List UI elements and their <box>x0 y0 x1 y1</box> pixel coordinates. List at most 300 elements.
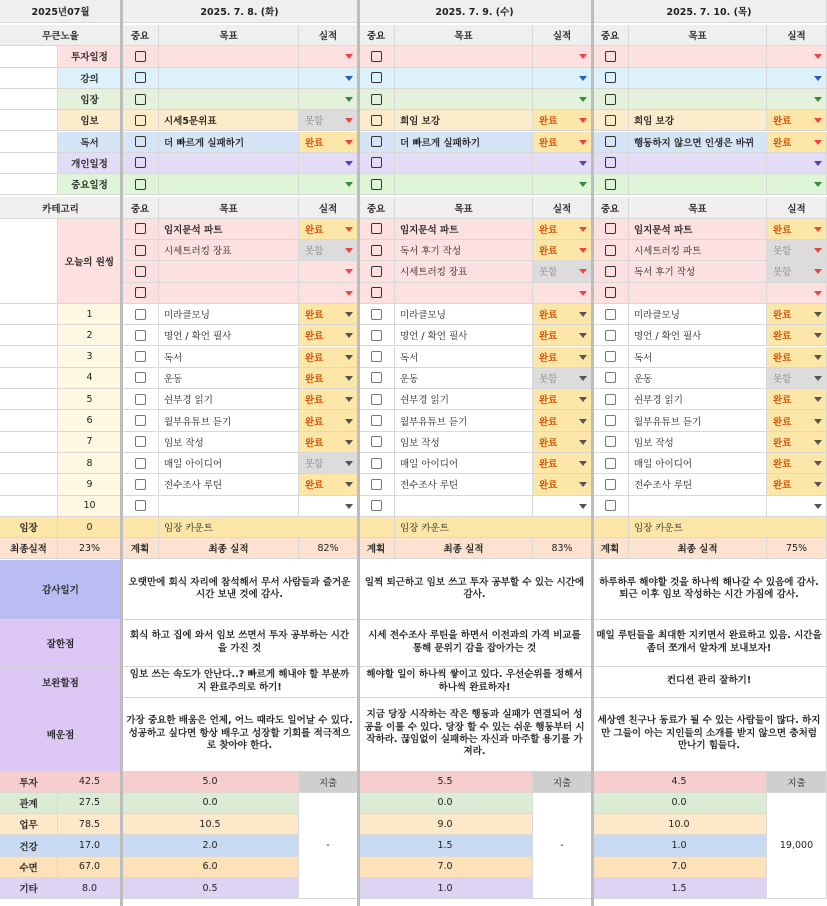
goal-text[interactable]: 월부유튜브 듣기 <box>629 410 767 431</box>
result-dropdown[interactable] <box>767 68 827 89</box>
checkbox-cell[interactable] <box>358 132 395 153</box>
chevron-down-icon[interactable] <box>814 291 822 296</box>
checkbox-cell[interactable] <box>592 240 629 261</box>
chevron-down-icon[interactable] <box>345 182 353 187</box>
journal-entry[interactable]: 시세 전수조사 루틴을 하면서 이전과의 가격 비교를 통해 문위기 감을 잡아가는 것 <box>358 620 592 667</box>
chevron-down-icon[interactable] <box>814 227 822 232</box>
checkbox-cell[interactable] <box>592 174 629 195</box>
checkbox-cell[interactable] <box>122 46 159 67</box>
checkbox-cell[interactable] <box>358 153 395 174</box>
checkbox-cell[interactable] <box>358 68 395 89</box>
checkbox[interactable] <box>605 372 616 383</box>
result-dropdown[interactable] <box>533 46 592 67</box>
goal-text[interactable]: 전수조사 루틴 <box>159 474 299 495</box>
checkbox-cell[interactable] <box>592 368 629 389</box>
checkbox-cell[interactable] <box>122 68 159 89</box>
checkbox-cell[interactable] <box>122 219 159 240</box>
checkbox[interactable] <box>371 179 382 190</box>
chevron-down-icon[interactable] <box>579 140 587 145</box>
result-dropdown[interactable] <box>299 325 358 346</box>
result-dropdown[interactable] <box>767 325 827 346</box>
goal-text[interactable]: 운동 <box>395 368 533 389</box>
journal-entry[interactable]: 매일 루틴들을 최대한 지키면서 완료하고 있음. 시간을 좀더 쪼개서 알차게 보내보자! <box>592 620 827 667</box>
checkbox-cell[interactable] <box>358 410 395 431</box>
checkbox[interactable] <box>605 94 616 105</box>
goal-text[interactable]: 임지문석 파트 <box>629 219 767 240</box>
chevron-down-icon[interactable] <box>345 54 353 59</box>
result-dropdown[interactable] <box>299 261 358 282</box>
chevron-down-icon[interactable] <box>579 419 587 424</box>
result-dropdown[interactable] <box>299 153 358 174</box>
checkbox-cell[interactable] <box>122 410 159 431</box>
checkbox[interactable] <box>135 94 146 105</box>
checkbox[interactable] <box>605 51 616 62</box>
journal-entry[interactable]: 일찍 퇴근하고 임보 쓰고 투자 공부할 수 있는 시간에 감사. <box>358 560 592 620</box>
goal-text[interactable]: 쉰부경 읽기 <box>159 389 299 410</box>
chevron-down-icon[interactable] <box>345 333 353 338</box>
chevron-down-icon[interactable] <box>345 291 353 296</box>
result-dropdown[interactable] <box>299 46 358 67</box>
checkbox[interactable] <box>605 309 616 320</box>
journal-entry[interactable]: 해야할 일이 하나씩 쌓이고 있다. 우선순위를 정해서 하나씩 완료하자! <box>358 667 592 698</box>
result-dropdown[interactable] <box>299 89 358 110</box>
checkbox-cell[interactable] <box>358 219 395 240</box>
chevron-down-icon[interactable] <box>579 161 587 166</box>
checkbox[interactable] <box>371 309 382 320</box>
checkbox[interactable] <box>135 458 146 469</box>
checkbox-cell[interactable] <box>122 304 159 325</box>
goal-text[interactable]: 시세트러킹 장표 <box>395 261 533 282</box>
chevron-down-icon[interactable] <box>345 227 353 232</box>
checkbox-cell[interactable] <box>122 368 159 389</box>
result-dropdown[interactable] <box>533 304 592 325</box>
chevron-down-icon[interactable] <box>814 312 822 317</box>
checkbox-cell[interactable] <box>122 347 159 368</box>
journal-entry[interactable]: 세상엔 친구나 동료가 될 수 있는 사람들이 많다. 하지만 그들이 아는 지인들의 소개를 받지 않으면 충처럼 만나기 힘들다. <box>592 698 827 772</box>
checkbox-cell[interactable] <box>122 474 159 495</box>
chevron-down-icon[interactable] <box>814 118 822 123</box>
checkbox-cell[interactable] <box>358 389 395 410</box>
result-dropdown[interactable] <box>299 132 358 153</box>
chevron-down-icon[interactable] <box>345 440 353 445</box>
result-dropdown[interactable] <box>767 347 827 368</box>
checkbox-cell[interactable] <box>592 153 629 174</box>
result-dropdown[interactable] <box>299 474 358 495</box>
checkbox[interactable] <box>135 245 146 256</box>
chevron-down-icon[interactable] <box>579 440 587 445</box>
chevron-down-icon[interactable] <box>579 397 587 402</box>
result-dropdown[interactable] <box>533 110 592 131</box>
goal-text[interactable] <box>159 496 299 517</box>
result-dropdown[interactable] <box>767 89 827 110</box>
result-dropdown[interactable] <box>767 174 827 195</box>
checkbox-cell[interactable] <box>358 325 395 346</box>
chevron-down-icon[interactable] <box>579 482 587 487</box>
checkbox-cell[interactable] <box>592 132 629 153</box>
checkbox[interactable] <box>371 245 382 256</box>
checkbox[interactable] <box>605 179 616 190</box>
chevron-down-icon[interactable] <box>814 76 822 81</box>
chevron-down-icon[interactable] <box>345 312 353 317</box>
checkbox[interactable] <box>605 436 616 447</box>
checkbox[interactable] <box>135 51 146 62</box>
result-dropdown[interactable] <box>299 68 358 89</box>
chevron-down-icon[interactable] <box>579 461 587 466</box>
goal-text[interactable] <box>159 153 299 174</box>
goal-text[interactable]: 행동하지 않으면 인생은 바뀌 <box>629 132 767 153</box>
checkbox[interactable] <box>135 500 146 511</box>
checkbox-cell[interactable] <box>122 389 159 410</box>
checkbox-cell[interactable] <box>358 304 395 325</box>
checkbox-cell[interactable] <box>592 432 629 453</box>
checkbox-cell[interactable] <box>122 283 159 304</box>
goal-text[interactable] <box>159 283 299 304</box>
goal-text[interactable] <box>159 46 299 67</box>
result-dropdown[interactable] <box>533 68 592 89</box>
result-dropdown[interactable] <box>767 219 827 240</box>
result-dropdown[interactable] <box>533 432 592 453</box>
goal-text[interactable]: 쉰부경 읽기 <box>629 389 767 410</box>
checkbox[interactable] <box>605 136 616 147</box>
checkbox[interactable] <box>605 287 616 298</box>
goal-text[interactable]: 명언 / 확언 필사 <box>629 325 767 346</box>
chevron-down-icon[interactable] <box>814 504 822 509</box>
result-dropdown[interactable] <box>767 110 827 131</box>
result-dropdown[interactable] <box>299 432 358 453</box>
result-dropdown[interactable] <box>767 304 827 325</box>
checkbox[interactable] <box>605 479 616 490</box>
checkbox[interactable] <box>371 458 382 469</box>
result-dropdown[interactable] <box>299 110 358 131</box>
chevron-down-icon[interactable] <box>579 269 587 274</box>
chevron-down-icon[interactable] <box>814 97 822 102</box>
goal-text[interactable]: 임보 작성 <box>629 432 767 453</box>
checkbox[interactable] <box>371 415 382 426</box>
result-dropdown[interactable] <box>299 453 358 474</box>
checkbox-cell[interactable] <box>592 68 629 89</box>
checkbox[interactable] <box>135 309 146 320</box>
result-dropdown[interactable] <box>767 240 827 261</box>
checkbox-cell[interactable] <box>592 325 629 346</box>
result-dropdown[interactable] <box>767 453 827 474</box>
checkbox[interactable] <box>605 458 616 469</box>
checkbox-cell[interactable] <box>122 132 159 153</box>
checkbox[interactable] <box>371 330 382 341</box>
checkbox-cell[interactable] <box>358 46 395 67</box>
checkbox-cell[interactable] <box>122 89 159 110</box>
checkbox[interactable] <box>371 351 382 362</box>
checkbox[interactable] <box>371 266 382 277</box>
checkbox[interactable] <box>371 94 382 105</box>
checkbox-cell[interactable] <box>122 496 159 517</box>
checkbox-cell[interactable] <box>592 89 629 110</box>
result-dropdown[interactable] <box>299 389 358 410</box>
journal-entry[interactable]: 오랫만에 회식 자리에 참석해서 무서 사람들과 즐거운 시간 보낸 것에 감사. <box>122 560 358 620</box>
checkbox-cell[interactable] <box>122 153 159 174</box>
result-dropdown[interactable] <box>767 432 827 453</box>
checkbox[interactable] <box>605 351 616 362</box>
checkbox-cell[interactable] <box>592 389 629 410</box>
checkbox-cell[interactable] <box>358 89 395 110</box>
checkbox-cell[interactable] <box>592 219 629 240</box>
chevron-down-icon[interactable] <box>814 482 822 487</box>
chevron-down-icon[interactable] <box>579 355 587 360</box>
checkbox[interactable] <box>371 223 382 234</box>
chevron-down-icon[interactable] <box>814 269 822 274</box>
goal-text[interactable]: 운동 <box>629 368 767 389</box>
checkbox-cell[interactable] <box>358 368 395 389</box>
checkbox[interactable] <box>371 500 382 511</box>
chevron-down-icon[interactable] <box>345 140 353 145</box>
goal-text[interactable] <box>395 89 533 110</box>
goal-text[interactable] <box>629 496 767 517</box>
goal-text[interactable] <box>629 89 767 110</box>
chevron-down-icon[interactable] <box>814 419 822 424</box>
chevron-down-icon[interactable] <box>345 269 353 274</box>
chevron-down-icon[interactable] <box>345 97 353 102</box>
goal-text[interactable] <box>629 283 767 304</box>
goal-text[interactable] <box>629 153 767 174</box>
goal-text[interactable]: 쉰부경 읽기 <box>395 389 533 410</box>
goal-text[interactable]: 시세5문위표 <box>159 110 299 131</box>
chevron-down-icon[interactable] <box>579 182 587 187</box>
goal-text[interactable]: 명언 / 확언 필사 <box>159 325 299 346</box>
journal-entry[interactable]: 컨디션 관리 잘하기! <box>592 667 827 698</box>
result-dropdown[interactable] <box>767 496 827 517</box>
checkbox-cell[interactable] <box>592 283 629 304</box>
goal-text[interactable] <box>159 68 299 89</box>
checkbox[interactable] <box>135 415 146 426</box>
checkbox[interactable] <box>605 223 616 234</box>
result-dropdown[interactable] <box>533 174 592 195</box>
checkbox[interactable] <box>135 157 146 168</box>
goal-text[interactable]: 임보 작성 <box>395 432 533 453</box>
goal-text[interactable] <box>159 261 299 282</box>
goal-text[interactable]: 매일 아이디어 <box>395 453 533 474</box>
goal-text[interactable]: 임지문석 파트 <box>395 219 533 240</box>
result-dropdown[interactable] <box>533 132 592 153</box>
checkbox[interactable] <box>605 415 616 426</box>
checkbox[interactable] <box>371 287 382 298</box>
goal-text[interactable]: 시세트러킹 장표 <box>159 240 299 261</box>
result-dropdown[interactable] <box>533 240 592 261</box>
checkbox-cell[interactable] <box>358 261 395 282</box>
checkbox[interactable] <box>135 179 146 190</box>
checkbox[interactable] <box>135 72 146 83</box>
checkbox[interactable] <box>371 394 382 405</box>
chevron-down-icon[interactable] <box>345 161 353 166</box>
chevron-down-icon[interactable] <box>345 376 353 381</box>
result-dropdown[interactable] <box>767 261 827 282</box>
result-dropdown[interactable] <box>299 283 358 304</box>
checkbox-cell[interactable] <box>592 110 629 131</box>
result-dropdown[interactable] <box>299 304 358 325</box>
result-dropdown[interactable] <box>299 174 358 195</box>
checkbox-cell[interactable] <box>592 261 629 282</box>
checkbox[interactable] <box>371 479 382 490</box>
checkbox-cell[interactable] <box>122 261 159 282</box>
chevron-down-icon[interactable] <box>345 461 353 466</box>
chevron-down-icon[interactable] <box>814 397 822 402</box>
checkbox[interactable] <box>135 223 146 234</box>
checkbox[interactable] <box>605 157 616 168</box>
checkbox[interactable] <box>371 136 382 147</box>
checkbox-cell[interactable] <box>122 432 159 453</box>
checkbox-cell[interactable] <box>592 347 629 368</box>
goal-text[interactable]: 임지문석 파트 <box>159 219 299 240</box>
result-dropdown[interactable] <box>533 496 592 517</box>
result-dropdown[interactable] <box>767 283 827 304</box>
checkbox[interactable] <box>135 330 146 341</box>
goal-text[interactable]: 월부유튜브 듣기 <box>159 410 299 431</box>
checkbox-cell[interactable] <box>358 474 395 495</box>
checkbox[interactable] <box>135 266 146 277</box>
checkbox[interactable] <box>371 115 382 126</box>
chevron-down-icon[interactable] <box>345 504 353 509</box>
result-dropdown[interactable] <box>533 219 592 240</box>
chevron-down-icon[interactable] <box>814 376 822 381</box>
goal-text[interactable]: 운동 <box>159 368 299 389</box>
checkbox[interactable] <box>371 72 382 83</box>
checkbox-cell[interactable] <box>358 432 395 453</box>
checkbox-cell[interactable] <box>592 410 629 431</box>
checkbox[interactable] <box>135 287 146 298</box>
result-dropdown[interactable] <box>533 453 592 474</box>
result-dropdown[interactable] <box>533 347 592 368</box>
goal-text[interactable] <box>395 153 533 174</box>
result-dropdown[interactable] <box>533 368 592 389</box>
chevron-down-icon[interactable] <box>579 504 587 509</box>
chevron-down-icon[interactable] <box>345 355 353 360</box>
goal-text[interactable]: 더 빠르게 실패하기 <box>395 132 533 153</box>
checkbox[interactable] <box>605 330 616 341</box>
checkbox-cell[interactable] <box>358 347 395 368</box>
checkbox-cell[interactable] <box>358 240 395 261</box>
checkbox-cell[interactable] <box>358 453 395 474</box>
checkbox[interactable] <box>371 157 382 168</box>
result-dropdown[interactable] <box>767 389 827 410</box>
chevron-down-icon[interactable] <box>579 333 587 338</box>
goal-text[interactable] <box>159 174 299 195</box>
goal-text[interactable]: 매일 아이디어 <box>159 453 299 474</box>
chevron-down-icon[interactable] <box>345 76 353 81</box>
result-dropdown[interactable] <box>299 240 358 261</box>
chevron-down-icon[interactable] <box>814 461 822 466</box>
goal-text[interactable] <box>395 46 533 67</box>
goal-text[interactable]: 미라클모닝 <box>629 304 767 325</box>
result-dropdown[interactable] <box>767 474 827 495</box>
result-dropdown[interactable] <box>533 89 592 110</box>
goal-text[interactable] <box>395 174 533 195</box>
goal-text[interactable]: 미라클모닝 <box>395 304 533 325</box>
chevron-down-icon[interactable] <box>345 482 353 487</box>
goal-text[interactable]: 독서 <box>629 347 767 368</box>
chevron-down-icon[interactable] <box>579 97 587 102</box>
chevron-down-icon[interactable] <box>814 355 822 360</box>
checkbox[interactable] <box>605 115 616 126</box>
goal-text[interactable]: 희임 보강 <box>395 110 533 131</box>
checkbox[interactable] <box>135 479 146 490</box>
checkbox[interactable] <box>605 394 616 405</box>
result-dropdown[interactable] <box>767 410 827 431</box>
checkbox[interactable] <box>135 394 146 405</box>
goal-text[interactable] <box>395 496 533 517</box>
result-dropdown[interactable] <box>299 410 358 431</box>
goal-text[interactable]: 희임 보강 <box>629 110 767 131</box>
result-dropdown[interactable] <box>767 46 827 67</box>
goal-text[interactable]: 전수조사 루틴 <box>395 474 533 495</box>
chevron-down-icon[interactable] <box>579 248 587 253</box>
chevron-down-icon[interactable] <box>579 227 587 232</box>
result-dropdown[interactable] <box>767 153 827 174</box>
goal-text[interactable] <box>159 89 299 110</box>
checkbox[interactable] <box>135 115 146 126</box>
result-dropdown[interactable] <box>533 389 592 410</box>
chevron-down-icon[interactable] <box>814 140 822 145</box>
result-dropdown[interactable] <box>299 219 358 240</box>
goal-text[interactable] <box>395 283 533 304</box>
result-dropdown[interactable] <box>533 283 592 304</box>
goal-text[interactable]: 독서 <box>395 347 533 368</box>
chevron-down-icon[interactable] <box>345 248 353 253</box>
checkbox[interactable] <box>605 245 616 256</box>
checkbox[interactable] <box>135 136 146 147</box>
checkbox-cell[interactable] <box>122 110 159 131</box>
goal-text[interactable] <box>395 68 533 89</box>
chevron-down-icon[interactable] <box>345 419 353 424</box>
checkbox-cell[interactable] <box>122 174 159 195</box>
journal-entry[interactable]: 회식 하고 집에 와서 임보 쓰면서 투자 공부하는 시간을 가진 것 <box>122 620 358 667</box>
result-dropdown[interactable] <box>533 153 592 174</box>
goal-text[interactable]: 전수조사 루틴 <box>629 474 767 495</box>
result-dropdown[interactable] <box>533 261 592 282</box>
chevron-down-icon[interactable] <box>579 312 587 317</box>
result-dropdown[interactable] <box>299 496 358 517</box>
checkbox[interactable] <box>371 372 382 383</box>
journal-entry[interactable]: 하루하루 해야할 것을 하나씩 해나갈 수 있음에 감사. 퇴근 이후 임보 작성하는 시간 가짐에 감사. <box>592 560 827 620</box>
chevron-down-icon[interactable] <box>579 54 587 59</box>
goal-text[interactable]: 미라클모닝 <box>159 304 299 325</box>
chevron-down-icon[interactable] <box>814 440 822 445</box>
checkbox-cell[interactable] <box>358 283 395 304</box>
goal-text[interactable]: 시세트러킹 파트 <box>629 240 767 261</box>
goal-text[interactable] <box>629 68 767 89</box>
goal-text[interactable]: 독서 후기 작성 <box>395 240 533 261</box>
result-dropdown[interactable] <box>533 474 592 495</box>
checkbox-cell[interactable] <box>358 496 395 517</box>
result-dropdown[interactable] <box>767 132 827 153</box>
goal-text[interactable] <box>629 46 767 67</box>
journal-entry[interactable]: 가장 중요한 배움은 언제, 어느 때라도 일어날 수 있다. 성공하고 싶다면 항상 배우고 성장할 기회를 적극적으로 찾아야 한다. <box>122 698 358 772</box>
chevron-down-icon[interactable] <box>814 54 822 59</box>
checkbox[interactable] <box>371 51 382 62</box>
checkbox-cell[interactable] <box>122 453 159 474</box>
checkbox[interactable] <box>605 266 616 277</box>
result-dropdown[interactable] <box>767 368 827 389</box>
goal-text[interactable]: 명언 / 확언 필사 <box>395 325 533 346</box>
checkbox-cell[interactable] <box>592 453 629 474</box>
checkbox-cell[interactable] <box>592 474 629 495</box>
goal-text[interactable]: 독서 <box>159 347 299 368</box>
checkbox[interactable] <box>605 72 616 83</box>
journal-entry[interactable]: 지금 당장 시작하는 작은 행동과 실패가 연결되어 성공을 이룰 수 있다. 당장 할 수 있는 쉬운 행동부터 시작하라. 끊임없이 실패하는 자신과 마주할 용기를 가져라. <box>358 698 592 772</box>
checkbox[interactable] <box>371 436 382 447</box>
result-dropdown[interactable] <box>299 368 358 389</box>
checkbox-cell[interactable] <box>122 325 159 346</box>
chevron-down-icon[interactable] <box>579 118 587 123</box>
result-dropdown[interactable] <box>299 347 358 368</box>
chevron-down-icon[interactable] <box>345 397 353 402</box>
